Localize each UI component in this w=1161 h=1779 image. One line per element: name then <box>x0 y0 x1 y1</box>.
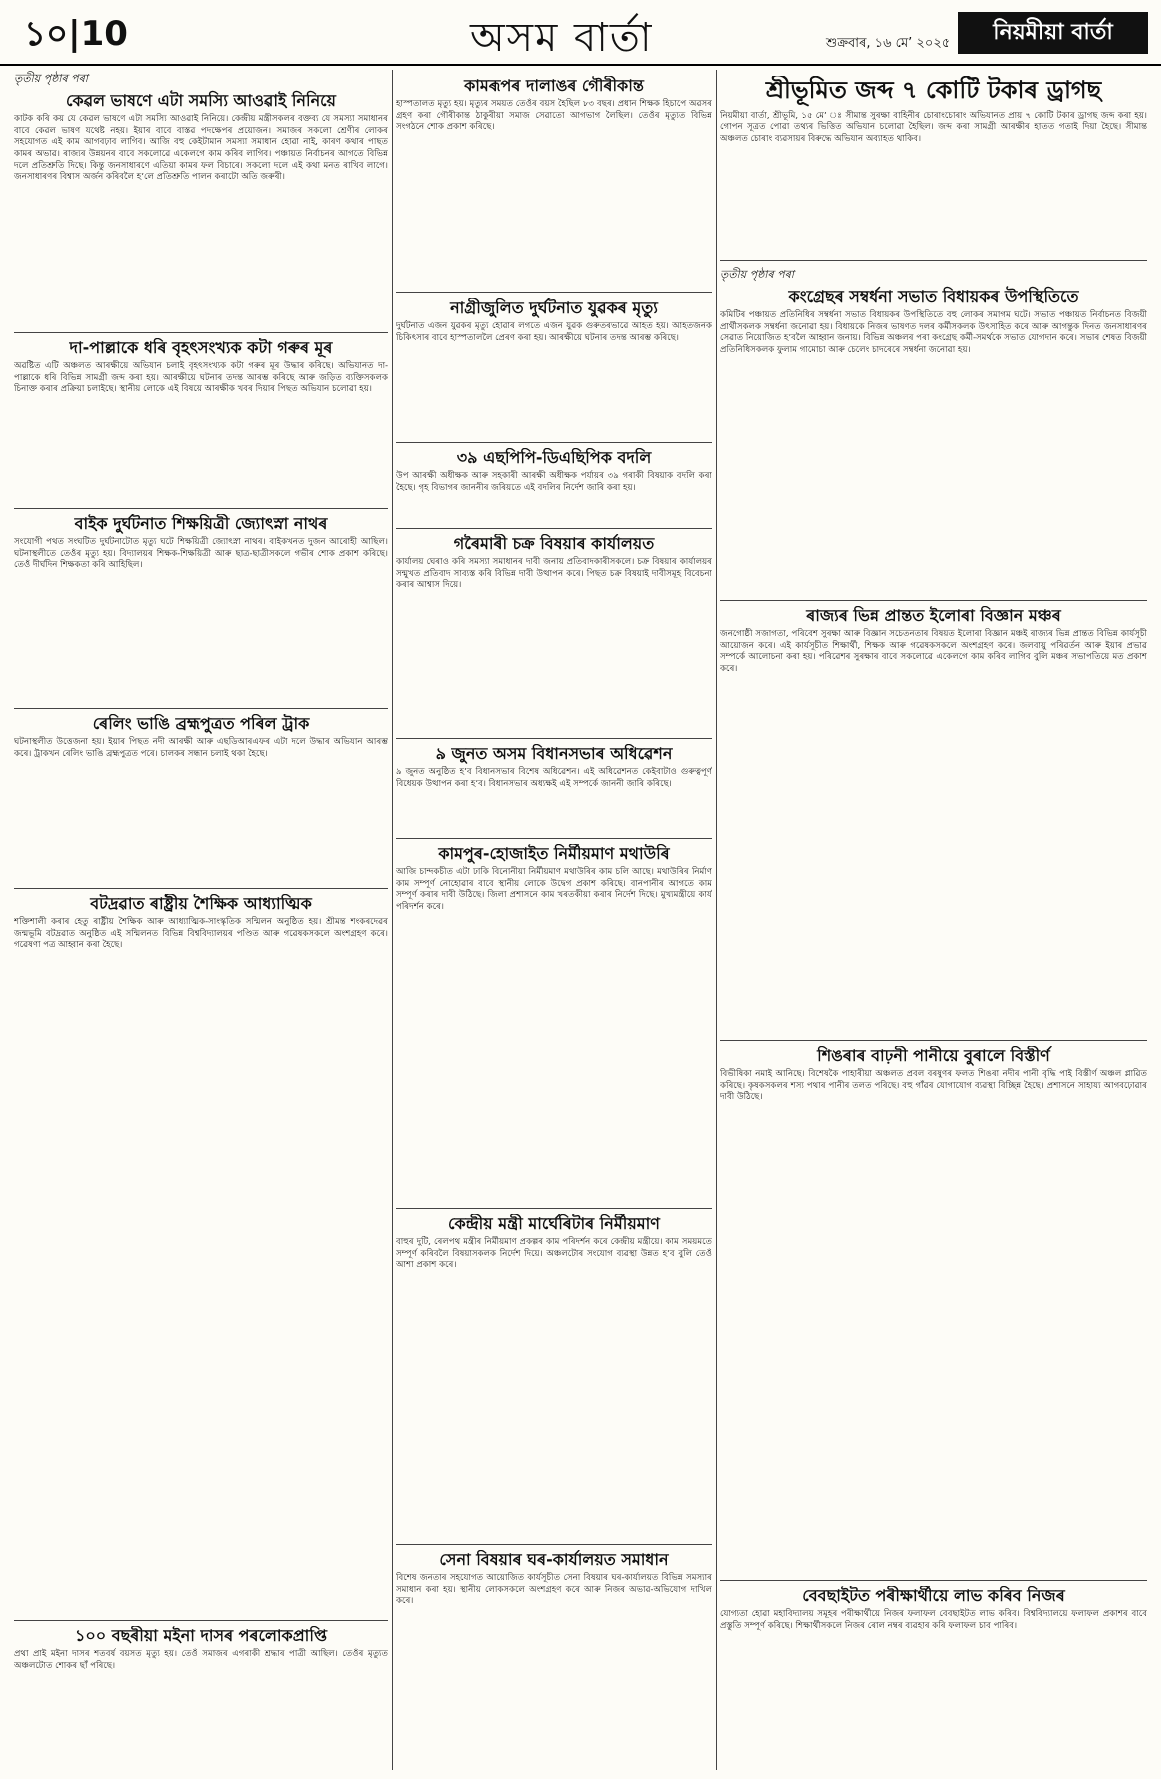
divider <box>14 1620 388 1621</box>
article-1-jump: তৃতীয় পৃষ্ঠাৰ পৰা <box>14 72 88 85</box>
article-19 <box>720 1586 1147 1772</box>
article-7 <box>396 76 712 286</box>
divider <box>396 1544 712 1545</box>
article-14 <box>396 1550 712 1772</box>
article-2-headline: দা-পাল্লাকে ধৰি বৃহৎসংখ্যক কটা গৰুৰ মূৰ <box>69 338 333 357</box>
column-divider <box>716 70 717 1770</box>
divider <box>720 260 1147 261</box>
article-6 <box>14 1626 388 1772</box>
article-11-headline: ৯ জুনত অসম বিধানসভাৰ অধিৱেশন <box>435 744 673 763</box>
paper-title: অসম বাৰ্তা <box>470 15 654 61</box>
divider <box>396 528 712 529</box>
divider <box>396 838 712 839</box>
article-3 <box>14 514 388 704</box>
article-17-headline: ৰাজ্যৰ ভিন্ন প্ৰান্তত ইলোৰা বিজ্ঞান মঞ্চৰ <box>806 606 1061 625</box>
article-15-headline: শ্ৰীভূমিত জব্দ ৭ কোটি টকাৰ ড্ৰাগছ <box>765 76 1102 104</box>
article-12 <box>396 844 712 1204</box>
article-13 <box>396 1214 712 1540</box>
masthead <box>0 0 1161 66</box>
article-14-headline: সেনা বিষয়াৰ ঘৰ-কাৰ্যালয়ত সমাধান <box>439 1550 669 1569</box>
article-18-body: বিভীষিকা নমাই আনিছে। বিশেষকৈ পাহাৰীয়া অঞ্চলত প্ৰবল বৰষুণৰ ফলত শিঙৰা নদীৰ পানী বৃদ্ধি পাই বিস্তীৰ্ণ অঞ্চল প্লাৱিত কৰিছে। কৃষকসকলৰ শস্য পথাৰ পানীৰ তলত পৰিছে। বহু গাঁৱৰ যোগাযোগ ব্যৱস্থা বিচ্ছিন্ন হৈছে। প্ৰশাসনে সাহায্য আগবঢ়োৱাৰ দাবী উঠিছে। <box>720 1069 1147 1103</box>
divider <box>14 508 388 509</box>
article-10-headline: গৰৈমাৰী চক্ৰ বিষয়াৰ কাৰ্যালয়ত <box>453 534 655 553</box>
article-3-headline: বাইক দুৰ্ঘটনাত শিক্ষয়িত্ৰী জ্যোৎস্না নাথৰ <box>74 514 328 533</box>
column-divider <box>392 70 393 1770</box>
article-6-headline: ১০০ বছৰীয়া মইনা দাসৰ পৰলোকপ্ৰাপ্তি <box>74 1626 328 1645</box>
divider <box>396 442 712 443</box>
page-number: ১০|10 <box>24 14 128 54</box>
article-11-body: ৯ জুনত অনুষ্ঠিত হ’ব বিধানসভাৰ বিশেষ অধিৱেশন। এই অধিৱেশনত কেইবাটাও গুৰুত্বপূৰ্ণ বিধেয়ক উত্থাপন কৰা হ’ব। বিধানসভাৰ অধ্যক্ষই এই সম্পৰ্কে জাননী জাৰি কৰিছে। <box>396 767 712 789</box>
article-17 <box>720 606 1147 1036</box>
article-12-headline: কামপুৰ-হোজাইত নিৰ্মীয়মাণ মথাউৰি <box>438 844 670 863</box>
article-2-body: অৱষ্টিত এটি অঞ্চলত আৰক্ষীয়ে অভিযান চলাই বৃহৎসংখ্যক কটা গৰুৰ মূৰ উদ্ধাৰ কৰিছে। অভিযানত দা-পাল্লাকে ধৰি বিভিন্ন সামগ্ৰী জব্দ কৰা হয়। আৰক্ষীয়ে ঘটনাৰ তদন্ত আৰম্ভ কৰিছে আৰু জড়িত ব্যক্তিসকলক চিনাক্ত কৰাৰ প্ৰক্ৰিয়া চলাইছে। স্থানীয় লোকে এই বিষয়ে আৰক্ষীক খবৰ দিয়াৰ পিছত অভিযান চলোৱা হয়। <box>14 361 388 395</box>
divider <box>720 1040 1147 1041</box>
divider <box>14 708 388 709</box>
article-19-headline: বেবছাইটত পৰীক্ষাৰ্থীয়ে লাভ কৰিব নিজৰ <box>802 1586 1065 1605</box>
article-8 <box>396 298 712 438</box>
article-18-headline: শিঙৰাৰ বাঢ়নী পানীয়ে বুৰালে বিস্তীৰ্ণ <box>817 1046 1050 1065</box>
article-19-body: যোগ্যতা হোৱা মহাবিদ্যালয় সমূহৰ পৰীক্ষাৰ্থীয়ে নিজৰ ফলাফল বেবছাইটত লাভ কৰিব। বিশ্ববিদ্যালয়ে ফলাফল প্ৰকাশৰ বাবে প্ৰস্তুতি সম্পূৰ্ণ কৰিছে। শিক্ষাৰ্থীসকলে নিজৰ ৰোল নম্বৰ ব্যৱহাৰ কৰি ফলাফল চাব পাৰিব। <box>720 1609 1147 1631</box>
article-18 <box>720 1046 1147 1576</box>
article-9-headline: ৩৯ এছপিপি-ডিএছিপিক বদলি <box>456 448 652 467</box>
article-8-body: দুৰ্ঘটনাত এজন যুৱকৰ মৃত্যু হোৱাৰ লগতে এজন যুৱক গুৰুতৰভাৱে আহত হয়। আহতজনক চিকিৎসাৰ বাবে হাস্পতাললৈ প্ৰেৰণ কৰা হয়। আৰক্ষীয়ে ঘটনাৰ তদন্ত আৰম্ভ কৰিছে। <box>396 321 712 343</box>
article-4-body: ঘটনাস্থলীত উত্তেজনা হয়। ইয়াৰ পিছত নদী আৰক্ষী আৰু এছডিআৰএফৰ এটা দলে উদ্ধাৰ অভিযান আৰম্ভ কৰে। ট্ৰাকখন ৰেলিং ভাঙি ব্ৰহ্মপুত্ৰত পৰে। চালকৰ সন্ধান চলাই থকা হৈছে। <box>14 737 388 759</box>
article-2 <box>14 338 388 504</box>
divider <box>720 600 1147 601</box>
divider <box>720 1580 1147 1581</box>
article-16 <box>720 266 1147 596</box>
article-14-body: বিশেষ জনতাৰ সহযোগত আয়োজিত কাৰ্যসূচীত সেনা বিষয়াৰ ঘৰ-কাৰ্যালয়ত বিভিন্ন সমস্যাৰ সমাধান কৰা হয়। স্থানীয় লোকসকলে অংশগ্ৰহণ কৰে আৰু নিজৰ অভাৱ-অভিযোগ দাখিল কৰে। <box>396 1573 712 1607</box>
article-15-body: নিয়মীয়া বাৰ্তা, শ্ৰীভূমি, ১৫ মে’ ঃ সীমান্ত সুৰক্ষা বাহিনীৰ চোৰাংচোৰাং অভিযানত প্ৰায় ৭ কোটি টকাৰ ড্ৰাগছ জব্দ কৰা হয়। গোপন সূত্ৰত পোৱা তথ্যৰ ভিত্তিত অভিযান চলোৱা হৈছিল। জব্দ কৰা সামগ্ৰী আৰক্ষীৰ হাতত গতাই দিয়া হৈছে। সীমান্ত অঞ্চলত চোৰাং ব্যৱসায়ৰ বিৰুদ্ধে অভিযান অব্যাহত থাকিব। <box>720 110 1147 144</box>
article-15 <box>720 76 1147 256</box>
article-16-jump: তৃতীয় পৃষ্ঠাৰ পৰা <box>720 268 794 281</box>
article-1-body: কাটক কৰি কয় যে কেৱল ভাষণে এটা সমস্যি আওৱাই নিনিয়ে। কেন্দ্ৰীয় মন্ত্ৰীসকলৰ বক্তব্য যে সমস্যা সমাধানৰ বাবে কেৱল ভাষণ যথেষ্ট নহয়। ইয়াৰ বাবে বাস্তৱ পদক্ষেপৰ প্ৰয়োজন। সমাজৰ সকলো শ্ৰেণীৰ লোকৰ সহযোগত এই কাম আগবঢ়াব লাগিব। আজি বহু কেইটামান সমস্যা সমাধান হোৱা নাই, কাৰণ কথাৰ পাছত কামৰ অভাৱ। ৰাজ্যৰ উন্নয়নৰ বাবে সকলোৱে একেলগে কাম কৰিব লাগিব। পঞ্চায়ত নিৰ্বাচনৰ আগতে বিভিন্ন দলে প্ৰতিশ্ৰুতি দিছে। কিন্তু জনসাধাৰণে এতিয়া কামৰ ফল বিচাৰে। সকলো দলে এই কথা মনত ৰাখিব লাগে। জনসাধাৰণৰ বিশ্বাস অৰ্জন কৰিবলৈ হ’লে প্ৰতিশ্ৰুতি পালন কৰাটো অতি জৰুৰী। <box>14 114 388 183</box>
divider <box>14 888 388 889</box>
article-10-body: কাৰ্যালয় ঘেৰাও কৰি সমস্যা সমাধানৰ দাবী জনায় প্ৰতিবাদকাৰীসকলে। চক্ৰ বিষয়াৰ কাৰ্যালয়ৰ সন্মুখত প্ৰতিবাদ সাব্যস্ত কৰি বিভিন্ন দাবী উত্থাপন কৰে। পিছত চক্ৰ বিষয়াই দাবীসমূহ বিবেচনা কৰাৰ আশ্বাস দিয়ে। <box>396 557 712 591</box>
article-6-body: প্ৰথা প্ৰাই মইনা দাসৰ শতবৰ্ষ বয়সত মৃত্যু হয়। তেওঁ সমাজৰ এগৰাকী শ্ৰদ্ধাৰ পাত্ৰী আছিল। তেওঁৰ মৃত্যুত অঞ্চলটোত শোকৰ ছাঁ পৰিছে। <box>14 1649 388 1671</box>
divider <box>396 292 712 293</box>
article-17-body: জনগোষ্ঠী সজাগতা, পৰিবেশ সুৰক্ষা আৰু বিজ্ঞান সচেতনতাৰ বিষয়ত ইলোৰা বিজ্ঞান মঞ্চই ৰাজ্যৰ ভিন্ন প্ৰান্তত বিভিন্ন কাৰ্যসূচী আয়োজন কৰে। এই কাৰ্যসূচীত শিক্ষাৰ্থী, শিক্ষক আৰু গৱেষকসকলে অংশগ্ৰহণ কৰে। জলবায়ু পৰিৱৰ্তন আৰু ইয়াৰ প্ৰভাৱ সম্পৰ্কে আলোচনা কৰা হয়। পৰিৱেশৰ সুৰক্ষাৰ বাবে সকলোৱে একেলগে কাম কৰিব লাগিব বুলি মঞ্চৰ সভাপতিয়ে মত প্ৰকাশ কৰে। <box>720 629 1147 674</box>
article-1 <box>14 70 388 328</box>
article-5-headline: বটদ্ৰৱাত ৰাষ্ট্ৰীয় শৈক্ষিক আধ্যাত্মিক <box>90 894 312 913</box>
article-13-body: বাহুৰ দুটি, ৰেলপথ মন্ত্ৰীৰ নিৰ্মীয়মাণ প্ৰকল্পৰ কাম পৰিদৰ্শন কৰে কেন্দ্ৰীয় মন্ত্ৰীয়ে। কাম সময়মতে সম্পূৰ্ণ কৰিবলৈ বিষয়াসকলক নিৰ্দেশ দিয়ে। অঞ্চলটোৰ সংযোগ ব্যৱস্থা উন্নত হ’ব বুলি তেওঁ আশা প্ৰকাশ কৰে। <box>396 1237 712 1271</box>
divider <box>396 1208 712 1209</box>
article-7-headline: কামৰূপৰ দালাঙৰ গৌৰীকান্ত <box>464 76 644 95</box>
article-13-headline: কেন্দ্ৰীয় মন্ত্ৰী মাৰ্ঘেৰিটাৰ নিৰ্মীয়মাণ <box>448 1214 660 1233</box>
article-8-headline: নাগ্ৰীজুলিত দুৰ্ঘটনাত যুৱকৰ মৃত্যু <box>450 298 658 317</box>
logo: নিয়মীয়া বাৰ্তা <box>958 12 1148 54</box>
article-4 <box>14 714 388 884</box>
article-9-body: উপ আৰক্ষী অধীক্ষক আৰু সহকাৰী আৰক্ষী অধীক্ষক পৰ্যায়ৰ ৩৯ গৰাকী বিষয়াক বদলি কৰা হৈছে। গৃহ বিভাগৰ জাননীৰ জৰিয়তে এই বদলিৰ নিৰ্দেশ জাৰি কৰা হয়। <box>396 471 712 493</box>
article-16-body: কমিটিৰ পঞ্চায়ত প্ৰতিনিধিৰ সম্বৰ্ধনা সভাত বিধায়কৰ উপস্থিতিতে বহু লোকৰ সমাগম ঘটে। সভাত পঞ্চায়ত নিৰ্বাচনত বিজয়ী প্ৰাৰ্থীসকলক সম্বৰ্ধনা জনোৱা হয়। বিধায়কে নিজৰ ভাষণত দলৰ কৰ্মীসকলক উৎসাহিত কৰে আৰু আগন্তুক দিনত জনসাধাৰণৰ সেৱাত নিয়োজিত হ’বলৈ আহ্বান জনায়। বিভিন্ন অঞ্চলৰ পৰা কংগ্ৰেছ কৰ্মী-সমৰ্থকে সভাত যোগদান কৰে। সভাৰ শেষত বিজয়ী প্ৰতিনিধিসকলক ফুলাম গামোচা আৰু চেলেং চাদৰেৰে সম্বৰ্ধনা জনোৱা হয়। <box>720 310 1147 355</box>
article-9 <box>396 448 712 524</box>
dateline: শুক্ৰবাৰ, ১৬ মে’ ২০২৫ <box>826 36 951 51</box>
article-7-body: হাস্পতালত মৃত্যু হয়। মৃত্যুৰ সময়ত তেওঁৰ বয়স হৈছিল ৮৩ বছৰ। প্ৰধান শিক্ষক হিচাপে অৱসৰ গ্ৰহণ কৰা গৌৰীকান্ত ঠাকুৰীয়া সমাজ সেৱাতো আগভাগ লৈছিল। তেওঁৰ মৃত্যুত বিভিন্ন সংগঠনে শোক প্ৰকাশ কৰিছে। <box>396 99 712 133</box>
article-3-body: সংযোগী পথত সংঘটিত দুৰ্ঘটনাটোত মৃত্যু ঘটে শিক্ষয়িত্ৰী জ্যোৎস্না নাথৰ। বাইকখনত দুজন আৰোহী আছিল। ঘটনাস্থলীতে তেওঁৰ মৃত্যু হয়। বিদ্যালয়ৰ শিক্ষক-শিক্ষয়িত্ৰী আৰু ছাত্ৰ-ছাত্ৰীসকলে গভীৰ শোক প্ৰকাশ কৰিছে। তেওঁ দীৰ্ঘদিন শিক্ষকতা কৰি আহিছিল। <box>14 537 388 571</box>
article-1-headline: কেৱল ভাষণে এটা সমস্যি আওৱাই নিনিয়ে <box>66 91 336 110</box>
divider <box>396 738 712 739</box>
article-16-headline: কংগ্ৰেছৰ সম্বৰ্ধনা সভাত বিধায়কৰ উপস্থিতিতে <box>788 287 1079 306</box>
divider <box>14 332 388 333</box>
article-11 <box>396 744 712 834</box>
article-4-headline: ৰেলিং ভাঙি ব্ৰহ্মপুত্ৰত পৰিল ট্ৰাক <box>92 714 310 733</box>
article-5 <box>14 894 388 1614</box>
article-5-body: শক্তিশালী কৰাৰ হেতু ৰাষ্ট্ৰীয় শৈক্ষিক আৰু আধ্যাত্মিক-সাংস্কৃতিক সন্মিলন অনুষ্ঠিত হয়। শ্ৰীমন্ত শংকৰদেৱৰ জন্মভূমি বটদ্ৰৱাত অনুষ্ঠিত এই সন্মিলনত বিভিন্ন বিশ্ববিদ্যালয়ৰ পণ্ডিত আৰু গৱেষকসকলে অংশগ্ৰহণ কৰে। গৱেষণা পত্ৰ আহ্বান কৰা হৈছে। <box>14 917 388 951</box>
article-10 <box>396 534 712 734</box>
article-12-body: আজি চান্দকচীত এটা ঢাকি বিনোনীয়া নিৰ্মীয়মাণ মথাউৰিৰ কাম চলি আছে। মথাউৰিৰ নিৰ্মাণ কাম সম্পূৰ্ণ নোহোৱাৰ বাবে স্থানীয় লোকে উদ্বেগ প্ৰকাশ কৰিছে। বানপানীৰ আগতে কাম সম্পূৰ্ণ কৰাৰ দাবী উঠিছে। জিলা প্ৰশাসনে কাম খৰতকীয়া কৰাৰ নিৰ্দেশ দিছে। মুখ্যমন্ত্ৰীয়ে কাৰ্য পৰিদৰ্শন কৰে। <box>396 867 712 912</box>
